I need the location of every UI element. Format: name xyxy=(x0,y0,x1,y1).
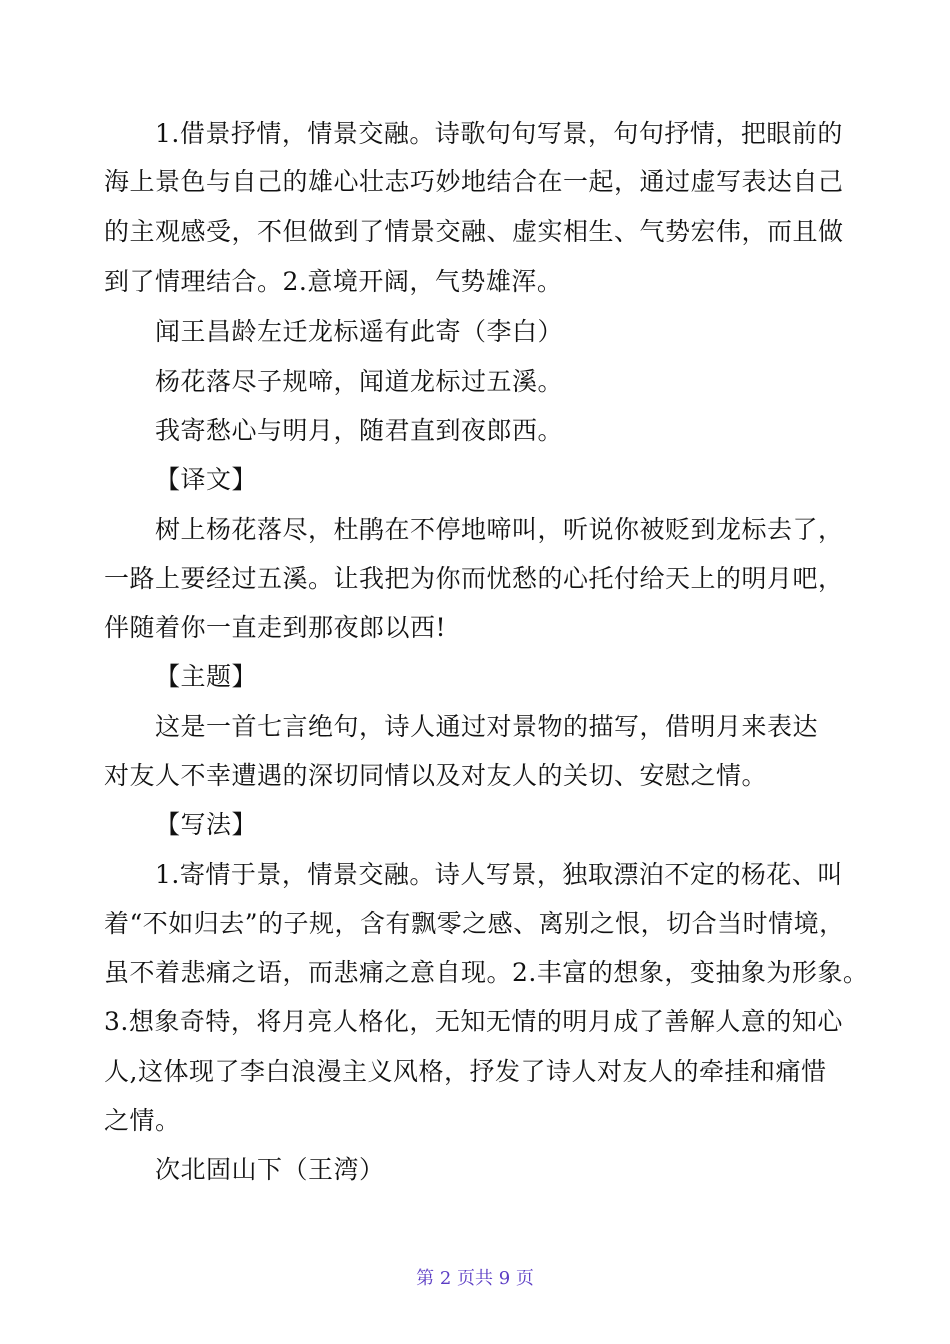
heading-theme: 【主题】 xyxy=(155,662,258,691)
method-line-6: 之情。 xyxy=(104,1106,181,1135)
method-line-1: 1.寄情于景，情景交融。诗人写景，独取漂泊不定的杨花、叫 xyxy=(155,860,843,889)
method-line-2: 着“不如归去”的子规，含有飘零之感、离别之恨，切合当时情境， xyxy=(104,909,845,938)
method-line-4: 3.想象奇特，将月亮人格化，无知无情的明月成了善解人意的知心 xyxy=(104,1007,843,1036)
poem-line-2: 我寄愁心与明月，随君直到夜郎西。 xyxy=(155,416,564,445)
theme-line-2: 对友人不幸遭遇的深切同情以及对友人的关切、安慰之情。 xyxy=(104,761,768,790)
para1-line-1: 1.借景抒情，情景交融。诗歌句句写景，句句抒情，把眼前的 xyxy=(155,119,843,148)
poem-line-1: 杨花落尽子规啼，闻道龙标过五溪。 xyxy=(155,367,564,396)
translation-line-3: 伴随着你一直走到那夜郎以西! xyxy=(104,613,447,642)
poem-title: 闻王昌龄左迁龙标遥有此寄（李白） xyxy=(155,317,564,346)
method-line-5: 人,这体现了李白浪漫主义风格，抒发了诗人对友人的牵挂和痛惜 xyxy=(104,1057,827,1086)
method-line-3: 虽不着悲痛之语，而悲痛之意自现。2.丰富的想象，变抽象为形象。 xyxy=(104,958,869,987)
para1-line-4: 到了情理结合。2.意境开阔，气势雄浑。 xyxy=(104,267,563,296)
heading-translation: 【译文】 xyxy=(155,465,258,494)
heading-method: 【写法】 xyxy=(155,810,258,839)
next-poem-title: 次北固山下（王湾） xyxy=(155,1155,385,1184)
translation-line-2: 一路上要经过五溪。让我把为你而忧愁的心托付给天上的明月吧， xyxy=(104,564,844,593)
para1-line-3: 的主观感受，不但做到了情景交融、虚实相生、气势宏伟，而且做 xyxy=(104,217,844,246)
page-number-footer: 第 2 页共 9 页 xyxy=(416,1268,534,1289)
translation-line-1: 树上杨花落尽，杜鹃在不停地啼叫，听说你被贬到龙标去了， xyxy=(155,515,844,544)
theme-line-1: 这是一首七言绝句，诗人通过对景物的描写，借明月来表达 xyxy=(155,712,819,741)
para1-line-2: 海上景色与自己的雄心壮志巧妙地结合在一起，通过虚写表达自己 xyxy=(104,167,844,196)
